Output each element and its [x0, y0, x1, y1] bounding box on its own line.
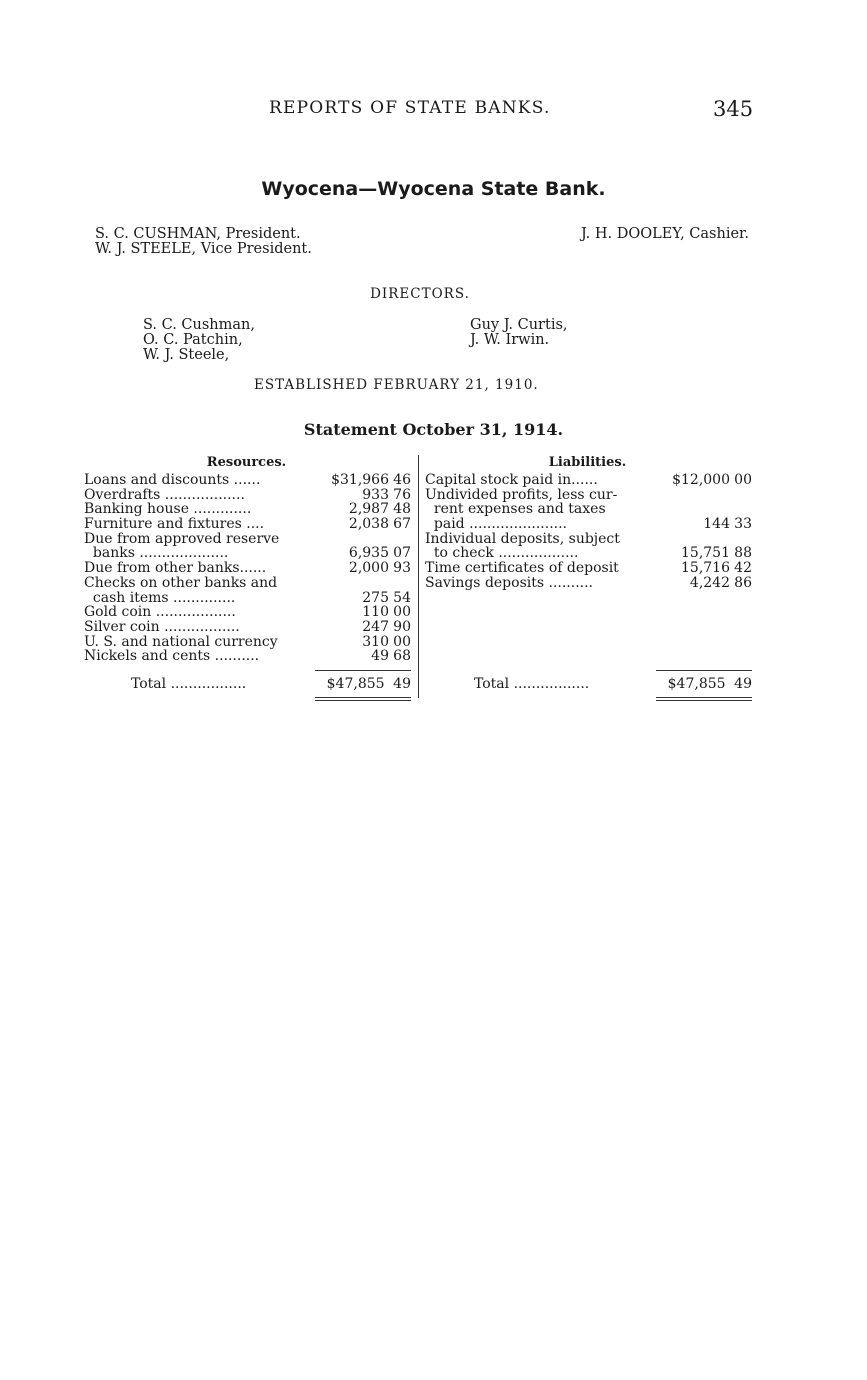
bank-title: Wyocena—Wyocena State Bank.	[261, 178, 606, 200]
table-row	[84, 605, 411, 620]
liabilities-table	[425, 473, 752, 591]
row-dollars: 15,716	[681, 560, 730, 577]
row-label: Overdrafts ..................	[84, 486, 245, 503]
row-label: rent expenses and taxes	[425, 501, 606, 518]
resources-total-amount	[315, 677, 411, 692]
director-name: S. C. Cushman,	[143, 317, 255, 333]
established-date: ESTABLISHED FEBRUARY 21, 1910.	[254, 377, 539, 393]
officer-vice-president: W. J. STEELE, Vice President.	[95, 241, 312, 257]
row-label: Undivided profits, less cur-	[425, 486, 618, 503]
table-row	[84, 488, 411, 503]
row-cents: 00	[393, 633, 411, 650]
row-amount	[730, 502, 752, 517]
page-number: 345	[713, 97, 754, 121]
row-cents: 90	[393, 618, 411, 635]
table-row	[84, 502, 411, 517]
table-row	[84, 576, 411, 591]
row-dollars: 2,000	[348, 560, 389, 577]
row-cents: 68	[393, 648, 411, 665]
liabilities-heading: Liabilities.	[548, 455, 627, 470]
table-row	[84, 620, 411, 635]
row-label: Gold coin ..................	[84, 604, 236, 621]
table-row	[84, 635, 411, 650]
row-label: Capital stock paid in......	[425, 472, 598, 488]
running-title: REPORTS OF STATE BANKS.	[269, 98, 551, 118]
row-amount	[349, 546, 411, 561]
table-row	[425, 488, 752, 503]
table-row	[425, 473, 752, 488]
liabilities-total-amount	[656, 677, 752, 692]
liabilities-total-dollars: $47,855	[667, 676, 726, 692]
table-row	[84, 546, 411, 561]
table-row	[425, 502, 752, 517]
row-cents: 33	[734, 516, 752, 533]
total-rule	[656, 670, 752, 671]
row-label: Loans and discounts ......	[84, 472, 261, 488]
resources-total-cents: 49	[393, 676, 411, 692]
table-row	[425, 517, 752, 532]
row-amount	[331, 473, 411, 488]
row-label: paid ......................	[425, 516, 568, 533]
row-label: Nickels and cents ..........	[84, 648, 260, 665]
row-amount	[672, 473, 752, 488]
row-dollars: 110	[362, 604, 389, 621]
row-dollars: 4,242	[689, 574, 730, 591]
row-amount	[690, 576, 752, 591]
row-dollars: 49	[371, 648, 389, 665]
total-rule	[315, 670, 411, 671]
liabilities-total-label: Total .................	[474, 676, 590, 692]
row-cents: 00	[734, 472, 752, 488]
row-label: Due from other banks......	[84, 560, 267, 577]
row-cents: 93	[393, 560, 411, 577]
row-amount	[362, 591, 411, 606]
statement-title: Statement October 31, 1914.	[303, 420, 564, 439]
row-amount	[389, 576, 411, 591]
resources-table	[84, 473, 411, 664]
row-label: Savings deposits ..........	[425, 574, 593, 591]
row-cents: 07	[393, 545, 411, 562]
table-row	[425, 532, 752, 547]
row-dollars: 144	[703, 516, 730, 533]
row-amount	[362, 488, 411, 503]
row-label: banks ....................	[84, 545, 229, 562]
row-dollars: 6,935	[348, 545, 389, 562]
row-label: to check ..................	[425, 545, 579, 562]
director-name: J. W. Irwin.	[470, 332, 550, 348]
row-dollars: 275	[362, 589, 389, 606]
row-label: Individual deposits, subject	[425, 530, 620, 547]
row-cents: 86	[734, 574, 752, 591]
row-dollars: 2,987	[348, 501, 389, 518]
double-rule	[656, 700, 752, 701]
row-amount	[362, 620, 411, 635]
row-label: Silver coin .................	[84, 618, 240, 635]
row-amount	[730, 488, 752, 503]
table-row	[425, 561, 752, 576]
row-amount	[681, 561, 752, 576]
row-label: Due from approved reserve	[84, 530, 280, 547]
row-cents: 48	[393, 501, 411, 518]
row-dollars: 2,038	[348, 516, 389, 533]
row-amount	[349, 561, 411, 576]
row-dollars: $12,000	[672, 472, 730, 488]
row-dollars: 15,751	[681, 545, 730, 562]
row-cents: 46	[393, 472, 411, 488]
row-amount	[389, 532, 411, 547]
row-amount	[362, 605, 411, 620]
officer-cashier: J. H. DOOLEY, Cashier.	[581, 226, 749, 242]
double-rule	[656, 697, 752, 698]
row-dollars: 247	[362, 618, 389, 635]
row-amount	[349, 502, 411, 517]
officer-president: S. C. CUSHMAN, President.	[95, 226, 301, 242]
row-amount	[371, 649, 411, 664]
row-cents: 67	[393, 516, 411, 533]
table-row	[84, 561, 411, 576]
row-cents: 42	[734, 560, 752, 577]
director-name: O. C. Patchin,	[143, 332, 243, 348]
double-rule	[315, 700, 411, 701]
table-row	[84, 473, 411, 488]
table-row	[425, 576, 752, 591]
resources-total-dollars: $47,855	[326, 676, 385, 692]
row-cents: 76	[393, 486, 411, 503]
row-cents: 88	[734, 545, 752, 562]
row-label: Checks on other banks and	[84, 574, 278, 591]
row-dollars: $31,966	[331, 472, 389, 488]
row-cents: 00	[393, 604, 411, 621]
column-divider	[418, 455, 419, 698]
directors-heading: DIRECTORS.	[370, 286, 470, 302]
row-dollars: 310	[362, 633, 389, 650]
row-amount	[730, 532, 752, 547]
table-row	[84, 532, 411, 547]
row-label: cash items ..............	[84, 589, 236, 606]
table-row	[84, 517, 411, 532]
director-name: Guy J. Curtis,	[470, 317, 568, 333]
table-row	[425, 546, 752, 561]
row-amount	[362, 635, 411, 650]
row-label: Banking house .............	[84, 501, 252, 518]
row-label: Time certificates of deposit	[425, 560, 619, 577]
resources-heading: Resources.	[206, 455, 287, 470]
double-rule	[315, 697, 411, 698]
row-label: Furniture and fixtures ....	[84, 516, 265, 533]
row-amount	[349, 517, 411, 532]
row-label: U. S. and national currency	[84, 633, 278, 650]
table-row	[84, 649, 411, 664]
resources-total-label: Total .................	[131, 676, 247, 692]
row-amount	[681, 546, 752, 561]
row-dollars: 933	[362, 486, 389, 503]
director-name: W. J. Steele,	[143, 347, 230, 363]
table-row	[84, 591, 411, 606]
liabilities-total-cents: 49	[734, 676, 752, 692]
row-cents: 54	[393, 589, 411, 606]
row-amount	[703, 517, 752, 532]
